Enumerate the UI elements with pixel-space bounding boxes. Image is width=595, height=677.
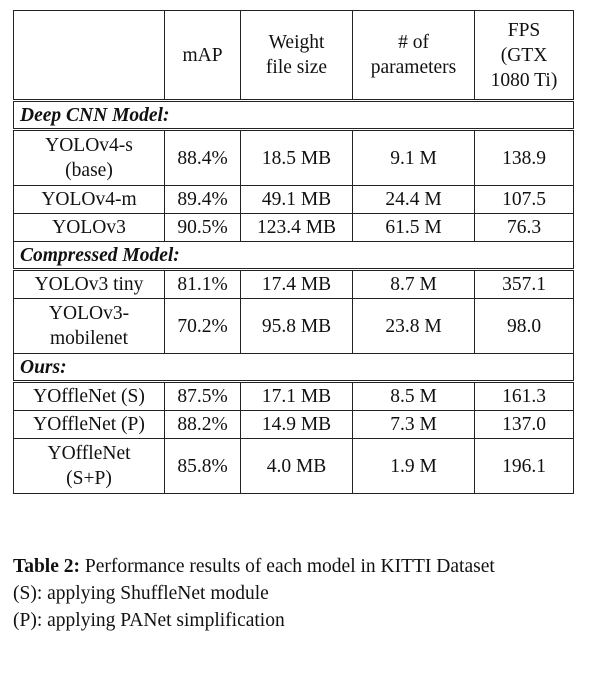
table-container <box>13 10 574 494</box>
table-cell: 76.3 <box>475 214 574 242</box>
table-cell: 87.5% <box>165 382 241 411</box>
table-cell: YOLOv3 <box>14 214 165 242</box>
table-cell: 89.4% <box>165 186 241 214</box>
table-cell: YOffleNet (P) <box>14 411 165 439</box>
table-cell: 88.2% <box>165 411 241 439</box>
table-row <box>14 382 574 411</box>
table-cell: 24.4 M <box>353 186 475 214</box>
table-cell: YOffleNet (S) <box>14 382 165 411</box>
table-cell: 17.4 MB <box>241 270 353 299</box>
header-cell-params: # of parameters <box>353 11 475 101</box>
table-cell: 23.8 M <box>353 299 475 354</box>
table-cell: 138.9 <box>475 130 574 186</box>
table-cell: YOLOv4-m <box>14 186 165 214</box>
header-cell-map: mAP <box>165 11 241 101</box>
table-cell: 90.5% <box>165 214 241 242</box>
table-row <box>14 186 574 214</box>
table-cell: 8.7 M <box>353 270 475 299</box>
table-cell: YOLOv4-s (base) <box>14 130 165 186</box>
table-body <box>14 11 574 494</box>
table-row <box>14 270 574 299</box>
performance-table <box>13 10 574 494</box>
section-header-row <box>14 354 574 382</box>
table-row <box>14 299 574 354</box>
table-cell: YOffleNet (S+P) <box>14 439 165 494</box>
table-cell: 14.9 MB <box>241 411 353 439</box>
table-cell: 70.2% <box>165 299 241 354</box>
section-title: Deep CNN Model: <box>14 101 574 130</box>
caption-label: Table 2: <box>13 556 81 577</box>
table-row <box>14 214 574 242</box>
table-cell: 9.1 M <box>353 130 475 186</box>
table-cell: 1.9 M <box>353 439 475 494</box>
table-cell: 196.1 <box>475 439 574 494</box>
table-cell: 4.0 MB <box>241 439 353 494</box>
caption-note-s: (S): applying ShuffleNet module <box>13 583 269 604</box>
table-cell: 107.5 <box>475 186 574 214</box>
header-row <box>14 11 574 101</box>
table-cell: 18.5 MB <box>241 130 353 186</box>
header-cell-model <box>14 11 165 101</box>
section-title: Compressed Model: <box>14 242 574 270</box>
table-cell: 137.0 <box>475 411 574 439</box>
table-cell: 85.8% <box>165 439 241 494</box>
table-cell: 17.1 MB <box>241 382 353 411</box>
table-row <box>14 411 574 439</box>
table-cell: 7.3 M <box>353 411 475 439</box>
section-header-row <box>14 242 574 270</box>
table-row <box>14 439 574 494</box>
table-cell: 161.3 <box>475 382 574 411</box>
table-row <box>14 130 574 186</box>
table-cell: YOLOv3 tiny <box>14 270 165 299</box>
table-cell: 123.4 MB <box>241 214 353 242</box>
table-cell: YOLOv3- mobilenet <box>14 299 165 354</box>
table-cell: 81.1% <box>165 270 241 299</box>
table-cell: 95.8 MB <box>241 299 353 354</box>
table-cell: 98.0 <box>475 299 574 354</box>
table-cell: 49.1 MB <box>241 186 353 214</box>
section-header-row <box>14 101 574 130</box>
section-title: Ours: <box>14 354 574 382</box>
header-cell-weight: Weight file size <box>241 11 353 101</box>
table-cell: 357.1 <box>475 270 574 299</box>
caption-text: Performance results of each model in KITTI Dataset <box>84 556 495 577</box>
caption-note-p: (P): applying PANet simplification <box>13 610 285 631</box>
header-cell-fps: FPS (GTX 1080 Ti) <box>475 11 574 101</box>
table-caption <box>13 553 583 634</box>
caption-title <box>13 553 583 580</box>
table-cell: 88.4% <box>165 130 241 186</box>
table-cell: 61.5 M <box>353 214 475 242</box>
table-cell: 8.5 M <box>353 382 475 411</box>
